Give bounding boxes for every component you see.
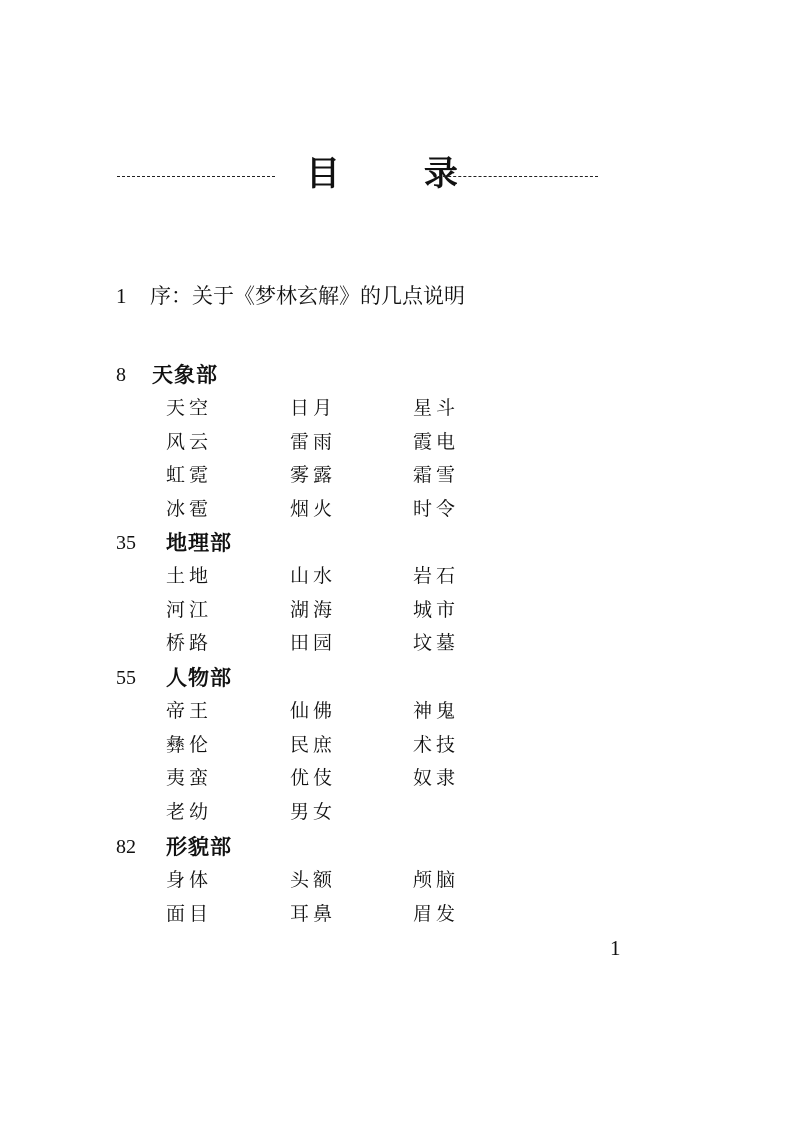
- toc-entry-preface[interactable]: [116, 282, 465, 310]
- subentry-row: [116, 762, 460, 796]
- subentry[interactable]: 优伎: [290, 767, 337, 789]
- subentry-row: [116, 459, 460, 493]
- subentry-row: [116, 493, 460, 527]
- subentry[interactable]: 男女: [290, 800, 337, 823]
- subentry[interactable]: 彝伦: [166, 733, 213, 756]
- subentry-row: [116, 426, 460, 460]
- section-page-number: 55: [116, 667, 136, 689]
- subentry-row: [116, 560, 460, 594]
- toc-section-dili: [116, 527, 460, 661]
- subentry[interactable]: 时令: [413, 497, 460, 520]
- subentry[interactable]: 民庶: [290, 733, 337, 756]
- toc-header: [0, 150, 793, 200]
- subentry[interactable]: 山水: [290, 565, 337, 587]
- subentry[interactable]: 城市: [413, 598, 460, 621]
- subentry[interactable]: 湖海: [290, 598, 337, 621]
- subentry[interactable]: 天空: [166, 397, 213, 419]
- subentry[interactable]: 虹霓: [166, 464, 213, 486]
- subentry[interactable]: 术技: [413, 733, 460, 756]
- subentry[interactable]: 仙佛: [290, 700, 337, 722]
- subentry-row: [116, 627, 460, 661]
- subentry[interactable]: 田园: [290, 632, 337, 654]
- subentry[interactable]: 耳鼻: [290, 902, 337, 925]
- subentry[interactable]: 土地: [166, 565, 213, 587]
- toc-section-renwu: [116, 662, 460, 829]
- subentry-row: [116, 594, 460, 628]
- right-rule: [438, 176, 598, 177]
- left-rule: [117, 176, 275, 177]
- subentry[interactable]: 雾露: [290, 464, 337, 486]
- preface-title: 序：关于《梦林玄解》的几点说明: [150, 284, 465, 308]
- subentry[interactable]: 头额: [290, 869, 337, 891]
- subentry[interactable]: 老幼: [166, 800, 213, 823]
- subentry[interactable]: 星斗: [413, 397, 460, 419]
- subentry[interactable]: 坟墓: [413, 632, 460, 654]
- toc-section-tianxiang: [116, 359, 460, 526]
- section-heading[interactable]: [116, 359, 218, 392]
- preface-page-number: 1: [116, 284, 127, 308]
- subentry-row: [116, 729, 460, 763]
- page-title: 目 录: [306, 154, 494, 194]
- subentry[interactable]: 面目: [166, 902, 213, 925]
- subentry[interactable]: 雷雨: [290, 430, 337, 453]
- subentry[interactable]: 桥路: [166, 632, 213, 654]
- section-title: 人物部: [166, 666, 232, 690]
- subentry[interactable]: 河江: [166, 598, 213, 621]
- section-page-number: 8: [116, 364, 126, 386]
- page-number: 1: [610, 936, 621, 960]
- toc-section-xingmao: [116, 831, 460, 931]
- subentry[interactable]: 烟火: [290, 497, 337, 520]
- subentry-row: [116, 898, 460, 932]
- subentry[interactable]: 眉发: [413, 902, 460, 925]
- subentry[interactable]: 夷蛮: [166, 767, 213, 789]
- section-title: 地理部: [166, 531, 232, 555]
- subentry[interactable]: 岩石: [413, 565, 460, 587]
- subentry[interactable]: 颅脑: [413, 869, 460, 891]
- subentry[interactable]: 神鬼: [413, 700, 460, 722]
- subentry[interactable]: 日月: [290, 397, 337, 419]
- section-title: 形貌部: [166, 835, 232, 859]
- subentry[interactable]: 奴隶: [413, 767, 460, 789]
- subentry-row: [116, 392, 460, 426]
- subentry[interactable]: 冰雹: [166, 497, 213, 520]
- subentry[interactable]: 身体: [166, 869, 213, 891]
- section-page-number: 82: [116, 836, 136, 858]
- subentry[interactable]: 霞电: [413, 430, 460, 453]
- section-heading[interactable]: [116, 527, 232, 560]
- subentry[interactable]: 帝王: [166, 700, 213, 722]
- subentry-row: [116, 796, 337, 830]
- section-title: 天象部: [152, 363, 218, 387]
- section-page-number: 35: [116, 532, 136, 554]
- subentry-row: [116, 695, 460, 729]
- subentry-row: [116, 864, 460, 898]
- section-heading[interactable]: [116, 662, 232, 695]
- section-heading[interactable]: [116, 831, 232, 864]
- subentry[interactable]: 风云: [166, 430, 213, 453]
- subentry[interactable]: 霜雪: [413, 464, 460, 486]
